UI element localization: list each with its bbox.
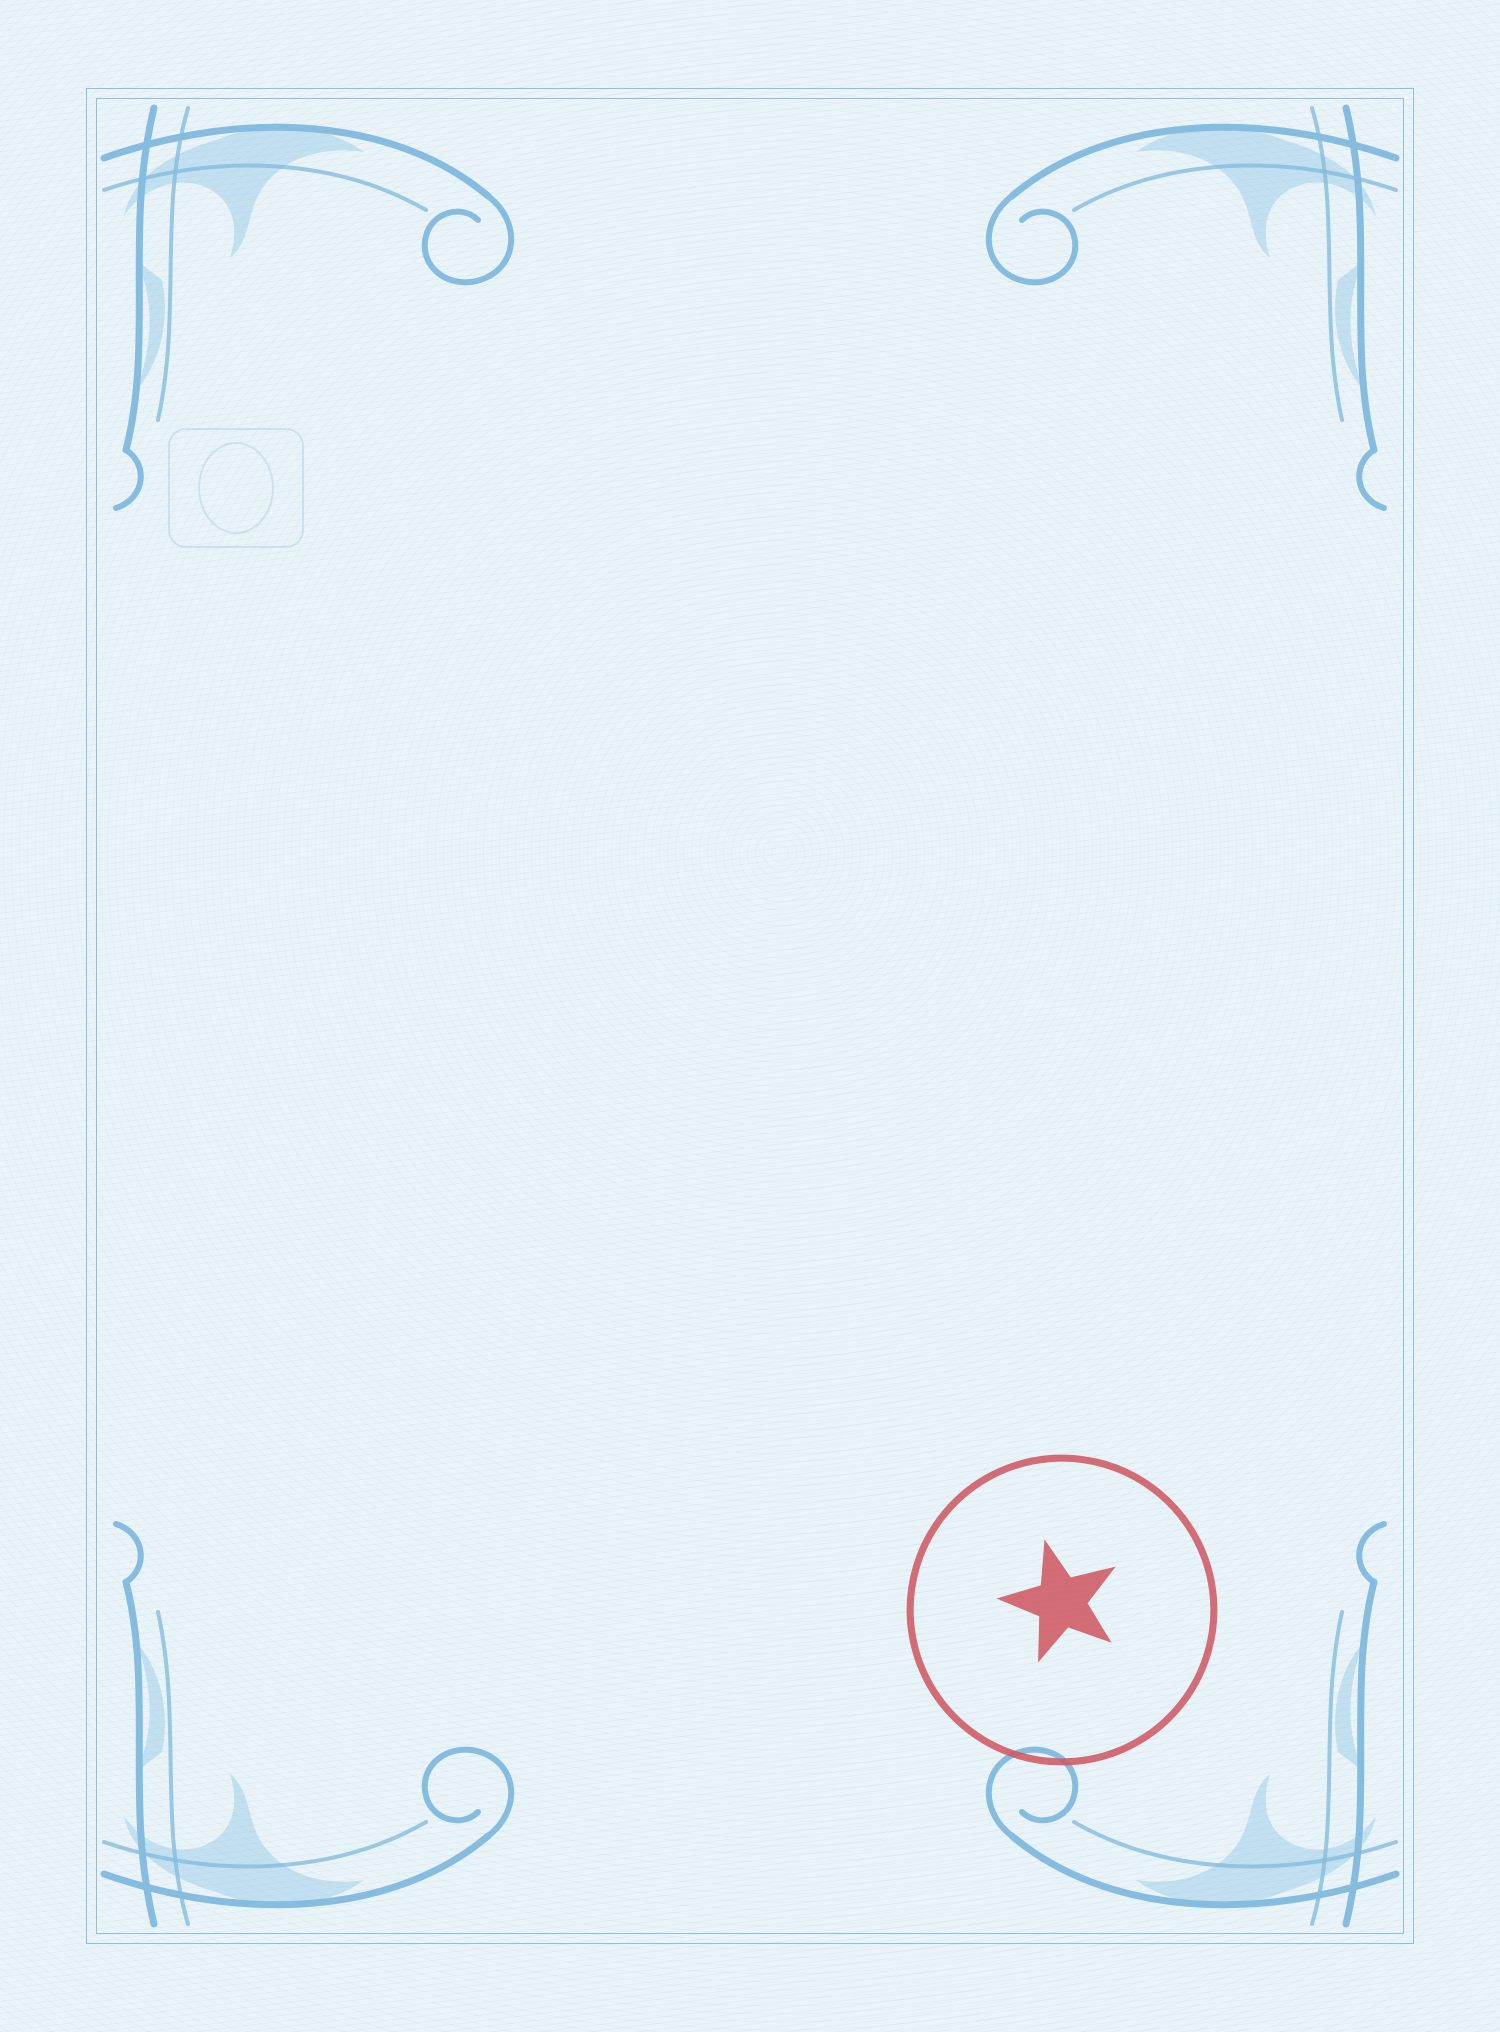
barcode-image — [290, 1468, 514, 1556]
corner-ornament-bottomleft — [104, 1524, 511, 1924]
official-seal — [900, 1448, 1224, 1772]
field-software-name — [0, 520, 36, 688]
qr-code-image — [298, 1592, 422, 1716]
certificate-number-line — [0, 442, 1330, 476]
seal-star-icon — [985, 1523, 1134, 1668]
field-copyright-owner — [0, 688, 36, 856]
field-registration-number — [0, 1188, 36, 1356]
